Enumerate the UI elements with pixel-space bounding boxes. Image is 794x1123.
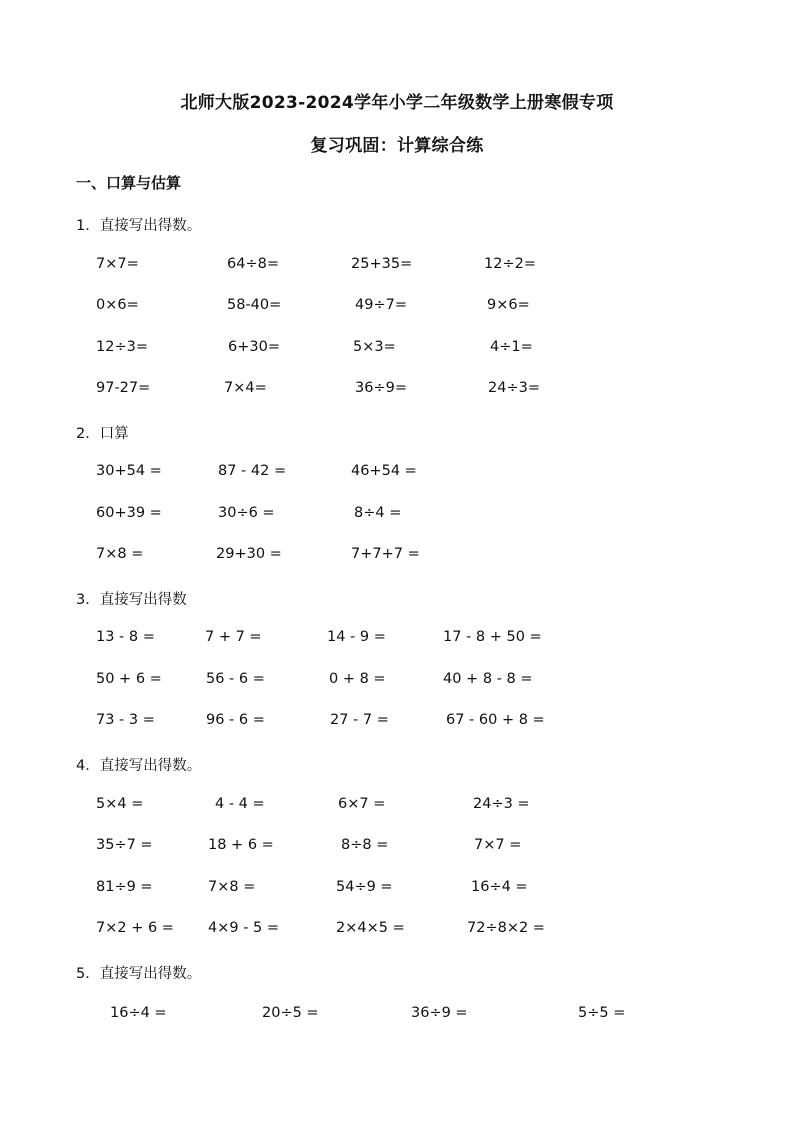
page-title-line2: 复习巩固：计算综合练 bbox=[310, 136, 484, 156]
equation: 30+54 = bbox=[96, 463, 162, 479]
equation: 7×2 + 6 = bbox=[96, 920, 174, 936]
equation: 7×7= bbox=[96, 256, 139, 272]
question-prompt: 直接写出得数 bbox=[99, 592, 187, 608]
equation: 96 - 6 = bbox=[206, 712, 265, 728]
equation: 97-27= bbox=[96, 380, 151, 396]
equation: 7×8 = bbox=[208, 879, 256, 895]
equation: 17 - 8 + 50 = bbox=[443, 629, 542, 645]
question-prompt: 直接写出得数。 bbox=[99, 758, 202, 774]
question-number: 2． bbox=[76, 426, 100, 442]
question-prompt: 直接写出得数。 bbox=[99, 218, 202, 234]
question-prompt: 直接写出得数。 bbox=[99, 966, 202, 982]
equation: 13 - 8 = bbox=[96, 629, 155, 645]
page-title-line1: 北师大版2023-2024学年小学二年级数学上册寒假专项 bbox=[180, 93, 614, 113]
question-prompt: 口算 bbox=[99, 426, 129, 442]
equation: 87 - 42 = bbox=[218, 463, 287, 479]
question-2 bbox=[76, 422, 129, 443]
equation: 16÷4 = bbox=[110, 1005, 167, 1021]
equation: 16÷4 = bbox=[471, 879, 528, 895]
equation: 36÷9 = bbox=[411, 1005, 468, 1021]
equation: 35÷7 = bbox=[96, 837, 153, 853]
equation: 7×7 = bbox=[474, 837, 522, 853]
equation: 72÷8×2 = bbox=[467, 920, 545, 936]
equation: 50 + 6 = bbox=[96, 671, 162, 687]
equation: 25+35= bbox=[351, 256, 413, 272]
equation: 24÷3 = bbox=[473, 796, 530, 812]
equation: 6×7 = bbox=[338, 796, 386, 812]
equation: 24÷3= bbox=[488, 380, 540, 396]
equation: 27 - 7 = bbox=[330, 712, 389, 728]
question-number: 1． bbox=[76, 218, 100, 234]
equation: 36÷9= bbox=[355, 380, 407, 396]
equation: 7×4= bbox=[224, 380, 267, 396]
equation: 64÷8= bbox=[227, 256, 279, 272]
equation: 12÷3= bbox=[96, 339, 148, 355]
equation: 20÷5 = bbox=[262, 1005, 319, 1021]
question-4 bbox=[76, 754, 201, 775]
question-number: 5． bbox=[76, 966, 100, 982]
equation: 40 + 8 - 8 = bbox=[443, 671, 533, 687]
equation: 8÷8 = bbox=[341, 837, 389, 853]
equation: 46+54 = bbox=[351, 463, 417, 479]
question-5 bbox=[76, 962, 201, 983]
equation: 8÷4 = bbox=[354, 505, 402, 521]
equation: 58-40= bbox=[227, 297, 282, 313]
equation: 73 - 3 = bbox=[96, 712, 155, 728]
question-3 bbox=[76, 588, 187, 609]
equation: 7×8 = bbox=[96, 546, 144, 562]
equation: 0×6= bbox=[96, 297, 139, 313]
equation: 29+30 = bbox=[216, 546, 282, 562]
equation: 60+39 = bbox=[96, 505, 162, 521]
section-heading-oral-and-estimate: 一、口算与估算 bbox=[76, 174, 182, 192]
equation: 54÷9 = bbox=[336, 879, 393, 895]
equation: 67 - 60 + 8 = bbox=[446, 712, 545, 728]
equation: 81÷9 = bbox=[96, 879, 153, 895]
equation: 2×4×5 = bbox=[336, 920, 405, 936]
equation: 49÷7= bbox=[355, 297, 407, 313]
equation: 0 + 8 = bbox=[329, 671, 386, 687]
equation: 7+7+7 = bbox=[351, 546, 420, 562]
question-number: 3． bbox=[76, 592, 100, 608]
equation: 14 - 9 = bbox=[327, 629, 386, 645]
question-1 bbox=[76, 214, 201, 235]
equation: 5÷5 = bbox=[578, 1005, 626, 1021]
equation: 30÷6 = bbox=[218, 505, 275, 521]
equation: 4÷1= bbox=[490, 339, 533, 355]
equation: 18 + 6 = bbox=[208, 837, 274, 853]
equation: 5×4 = bbox=[96, 796, 144, 812]
equation: 6+30= bbox=[228, 339, 280, 355]
equation: 9×6= bbox=[487, 297, 530, 313]
equation: 5×3= bbox=[353, 339, 396, 355]
equation: 56 - 6 = bbox=[206, 671, 265, 687]
equation: 4 - 4 = bbox=[215, 796, 265, 812]
equation: 4×9 - 5 = bbox=[208, 920, 280, 936]
question-number: 4． bbox=[76, 758, 100, 774]
equation: 7 + 7 = bbox=[205, 629, 262, 645]
equation: 12÷2= bbox=[484, 256, 536, 272]
